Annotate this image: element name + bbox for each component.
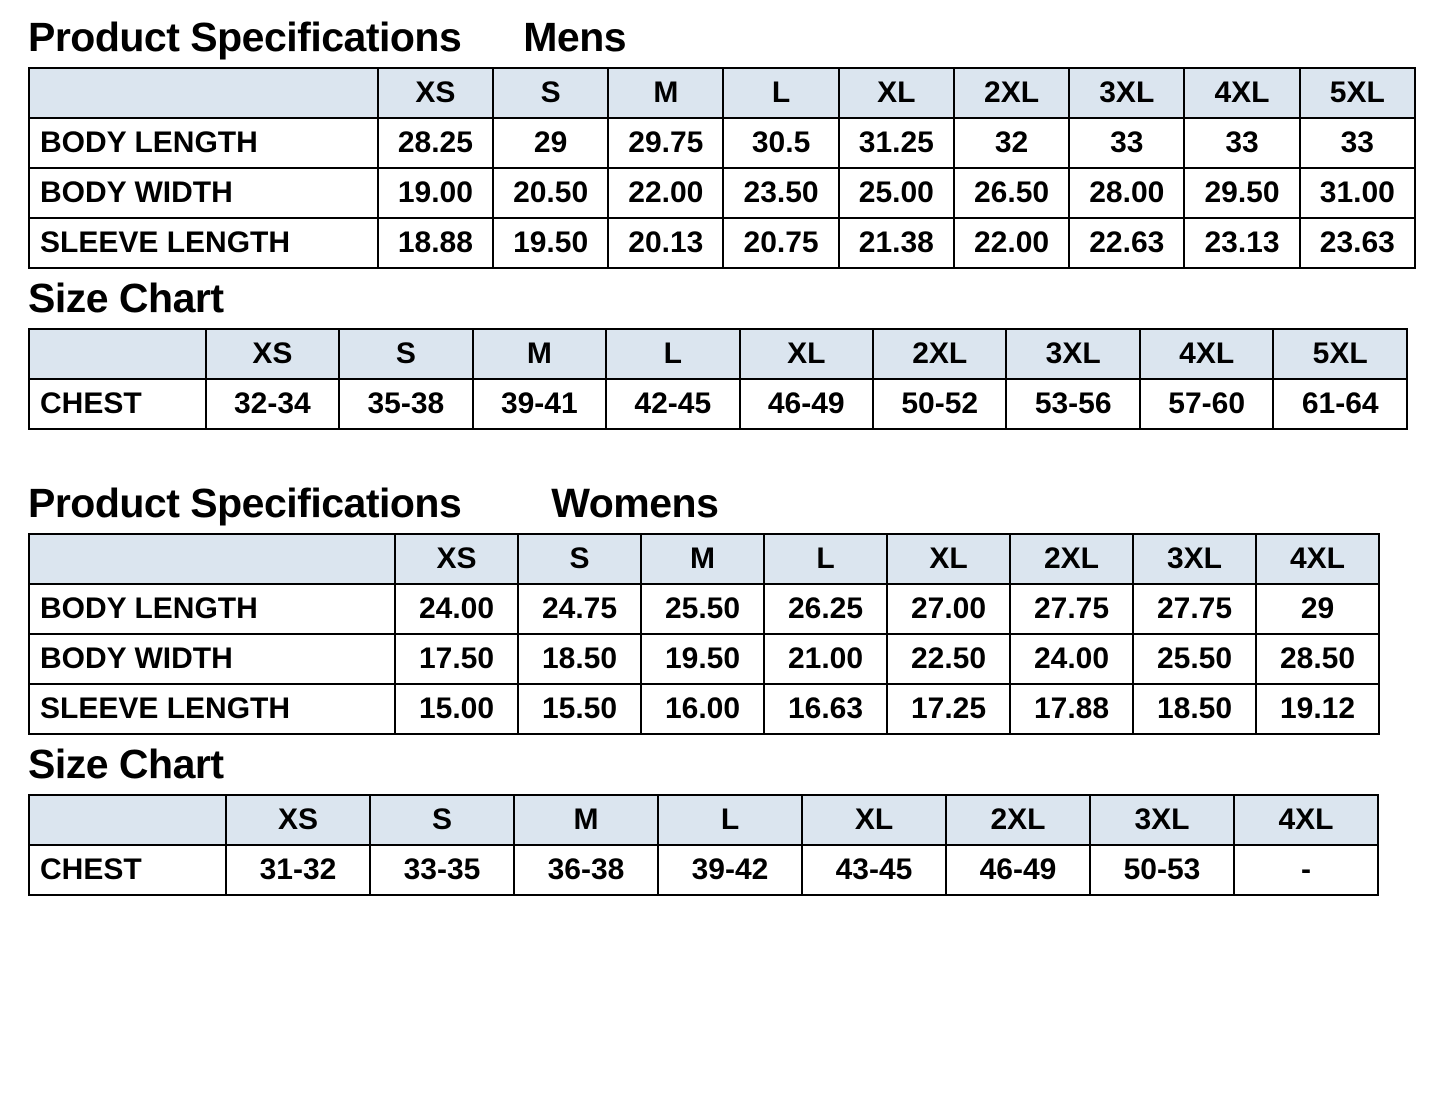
column-header: M	[514, 795, 658, 845]
table-cell: 16.00	[641, 684, 764, 734]
column-header: XL	[740, 329, 873, 379]
column-header: XS	[206, 329, 339, 379]
table-cell: 27.75	[1010, 584, 1133, 634]
column-header: XS	[378, 68, 493, 118]
column-header: XL	[839, 68, 954, 118]
table-cell: 18.50	[518, 634, 641, 684]
row-label: CHEST	[29, 379, 206, 429]
row-label: BODY LENGTH	[29, 584, 395, 634]
table-cell: 36-38	[514, 845, 658, 895]
column-header: 3XL	[1090, 795, 1234, 845]
table-cell: 25.50	[641, 584, 764, 634]
table-header-row	[29, 329, 1407, 379]
table-cell: 32-34	[206, 379, 339, 429]
mens-size-chart-table	[28, 328, 1408, 430]
mens-section	[0, 0, 1445, 430]
column-header: 3XL	[1133, 534, 1256, 584]
table-corner-cell	[29, 795, 226, 845]
column-header: 4XL	[1140, 329, 1273, 379]
table-row	[29, 379, 1407, 429]
column-header: XS	[395, 534, 518, 584]
table-cell: 29.75	[608, 118, 723, 168]
column-header: 4XL	[1184, 68, 1299, 118]
table-cell: 25.50	[1133, 634, 1256, 684]
womens-label: Womens	[551, 480, 719, 527]
column-header: S	[370, 795, 514, 845]
column-header: M	[641, 534, 764, 584]
table-row	[29, 118, 1415, 168]
table-cell: 53-56	[1006, 379, 1139, 429]
table-cell: 26.25	[764, 584, 887, 634]
table-cell: 29	[493, 118, 608, 168]
column-header: S	[339, 329, 472, 379]
table-cell: 46-49	[946, 845, 1090, 895]
column-header: S	[493, 68, 608, 118]
table-header-row	[29, 68, 1415, 118]
womens-size-chart-table	[28, 794, 1379, 896]
table-cell: 22.00	[608, 168, 723, 218]
row-label: CHEST	[29, 845, 226, 895]
womens-size-chart-title: Size Chart	[28, 741, 224, 788]
table-cell: 50-53	[1090, 845, 1234, 895]
table-cell: 19.12	[1256, 684, 1379, 734]
womens-product-specifications-table	[28, 533, 1380, 735]
table-cell: 39-42	[658, 845, 802, 895]
table-cell: 46-49	[740, 379, 873, 429]
table-cell: 18.50	[1133, 684, 1256, 734]
table-cell: 27.00	[887, 584, 1010, 634]
column-header: 2XL	[873, 329, 1006, 379]
table-cell: 26.50	[954, 168, 1069, 218]
table-row	[29, 584, 1379, 634]
column-header: 2XL	[946, 795, 1090, 845]
row-label: SLEEVE LENGTH	[29, 684, 395, 734]
column-header: 3XL	[1069, 68, 1184, 118]
table-cell: 22.00	[954, 218, 1069, 268]
table-cell: 27.75	[1133, 584, 1256, 634]
womens-section	[0, 482, 1445, 896]
column-header: 3XL	[1006, 329, 1139, 379]
table-cell: 17.88	[1010, 684, 1133, 734]
table-cell: 33-35	[370, 845, 514, 895]
table-cell: 29.50	[1184, 168, 1299, 218]
table-cell: 43-45	[802, 845, 946, 895]
table-row	[29, 845, 1378, 895]
table-header-row	[29, 534, 1379, 584]
row-label: SLEEVE LENGTH	[29, 218, 378, 268]
table-cell: 23.13	[1184, 218, 1299, 268]
column-header: S	[518, 534, 641, 584]
table-cell: 61-64	[1273, 379, 1407, 429]
mens-product-specifications-title: Product Specifications	[28, 14, 462, 60]
column-header: M	[473, 329, 606, 379]
column-header: 4XL	[1256, 534, 1379, 584]
womens-product-specifications-heading-row	[28, 482, 1417, 525]
table-cell: 33	[1300, 118, 1415, 168]
table-cell: 23.50	[723, 168, 838, 218]
table-corner-cell	[29, 534, 395, 584]
table-cell: 22.63	[1069, 218, 1184, 268]
row-label: BODY LENGTH	[29, 118, 378, 168]
table-row	[29, 218, 1415, 268]
column-header: L	[764, 534, 887, 584]
table-cell: 42-45	[606, 379, 739, 429]
table-cell: 29	[1256, 584, 1379, 634]
column-header: L	[606, 329, 739, 379]
table-cell: 19.50	[641, 634, 764, 684]
table-cell: 23.63	[1300, 218, 1415, 268]
table-cell: 31-32	[226, 845, 370, 895]
table-cell: 57-60	[1140, 379, 1273, 429]
column-header: 5XL	[1273, 329, 1407, 379]
table-cell: 30.5	[723, 118, 838, 168]
column-header: 2XL	[1010, 534, 1133, 584]
column-header: L	[723, 68, 838, 118]
table-corner-cell	[29, 68, 378, 118]
table-cell: 20.13	[608, 218, 723, 268]
column-header: 2XL	[954, 68, 1069, 118]
mens-label: Mens	[523, 14, 627, 60]
womens-product-specifications-title: Product Specifications	[28, 480, 462, 527]
column-header: M	[608, 68, 723, 118]
row-label: BODY WIDTH	[29, 168, 378, 218]
column-header: 5XL	[1300, 68, 1415, 118]
table-cell: 20.50	[493, 168, 608, 218]
table-cell: 17.50	[395, 634, 518, 684]
column-header: XL	[887, 534, 1010, 584]
table-cell: 22.50	[887, 634, 1010, 684]
mens-product-specifications-table	[28, 67, 1416, 269]
table-cell: 25.00	[839, 168, 954, 218]
table-cell: 19.50	[493, 218, 608, 268]
table-cell: 50-52	[873, 379, 1006, 429]
column-header: L	[658, 795, 802, 845]
mens-size-chart-title: Size Chart	[28, 275, 224, 322]
table-header-row	[29, 795, 1378, 845]
table-cell: -	[1234, 845, 1378, 895]
table-cell: 33	[1184, 118, 1299, 168]
table-cell: 24.00	[1010, 634, 1133, 684]
column-header: XS	[226, 795, 370, 845]
table-cell: 24.75	[518, 584, 641, 634]
table-row	[29, 634, 1379, 684]
column-header: XL	[802, 795, 946, 845]
table-cell: 28.50	[1256, 634, 1379, 684]
table-cell: 33	[1069, 118, 1184, 168]
table-row	[29, 684, 1379, 734]
table-cell: 21.38	[839, 218, 954, 268]
table-cell: 31.00	[1300, 168, 1415, 218]
table-cell: 16.63	[764, 684, 887, 734]
column-header: 4XL	[1234, 795, 1378, 845]
table-cell: 24.00	[395, 584, 518, 634]
table-cell: 28.00	[1069, 168, 1184, 218]
table-cell: 15.50	[518, 684, 641, 734]
table-row	[29, 168, 1415, 218]
table-corner-cell	[29, 329, 206, 379]
row-label: BODY WIDTH	[29, 634, 395, 684]
table-cell: 15.00	[395, 684, 518, 734]
table-cell: 39-41	[473, 379, 606, 429]
table-cell: 19.00	[378, 168, 493, 218]
mens-product-specifications-heading-row	[28, 16, 1417, 59]
table-cell: 18.88	[378, 218, 493, 268]
table-cell: 31.25	[839, 118, 954, 168]
table-cell: 17.25	[887, 684, 1010, 734]
table-cell: 28.25	[378, 118, 493, 168]
table-cell: 20.75	[723, 218, 838, 268]
table-cell: 32	[954, 118, 1069, 168]
table-cell: 35-38	[339, 379, 472, 429]
table-cell: 21.00	[764, 634, 887, 684]
